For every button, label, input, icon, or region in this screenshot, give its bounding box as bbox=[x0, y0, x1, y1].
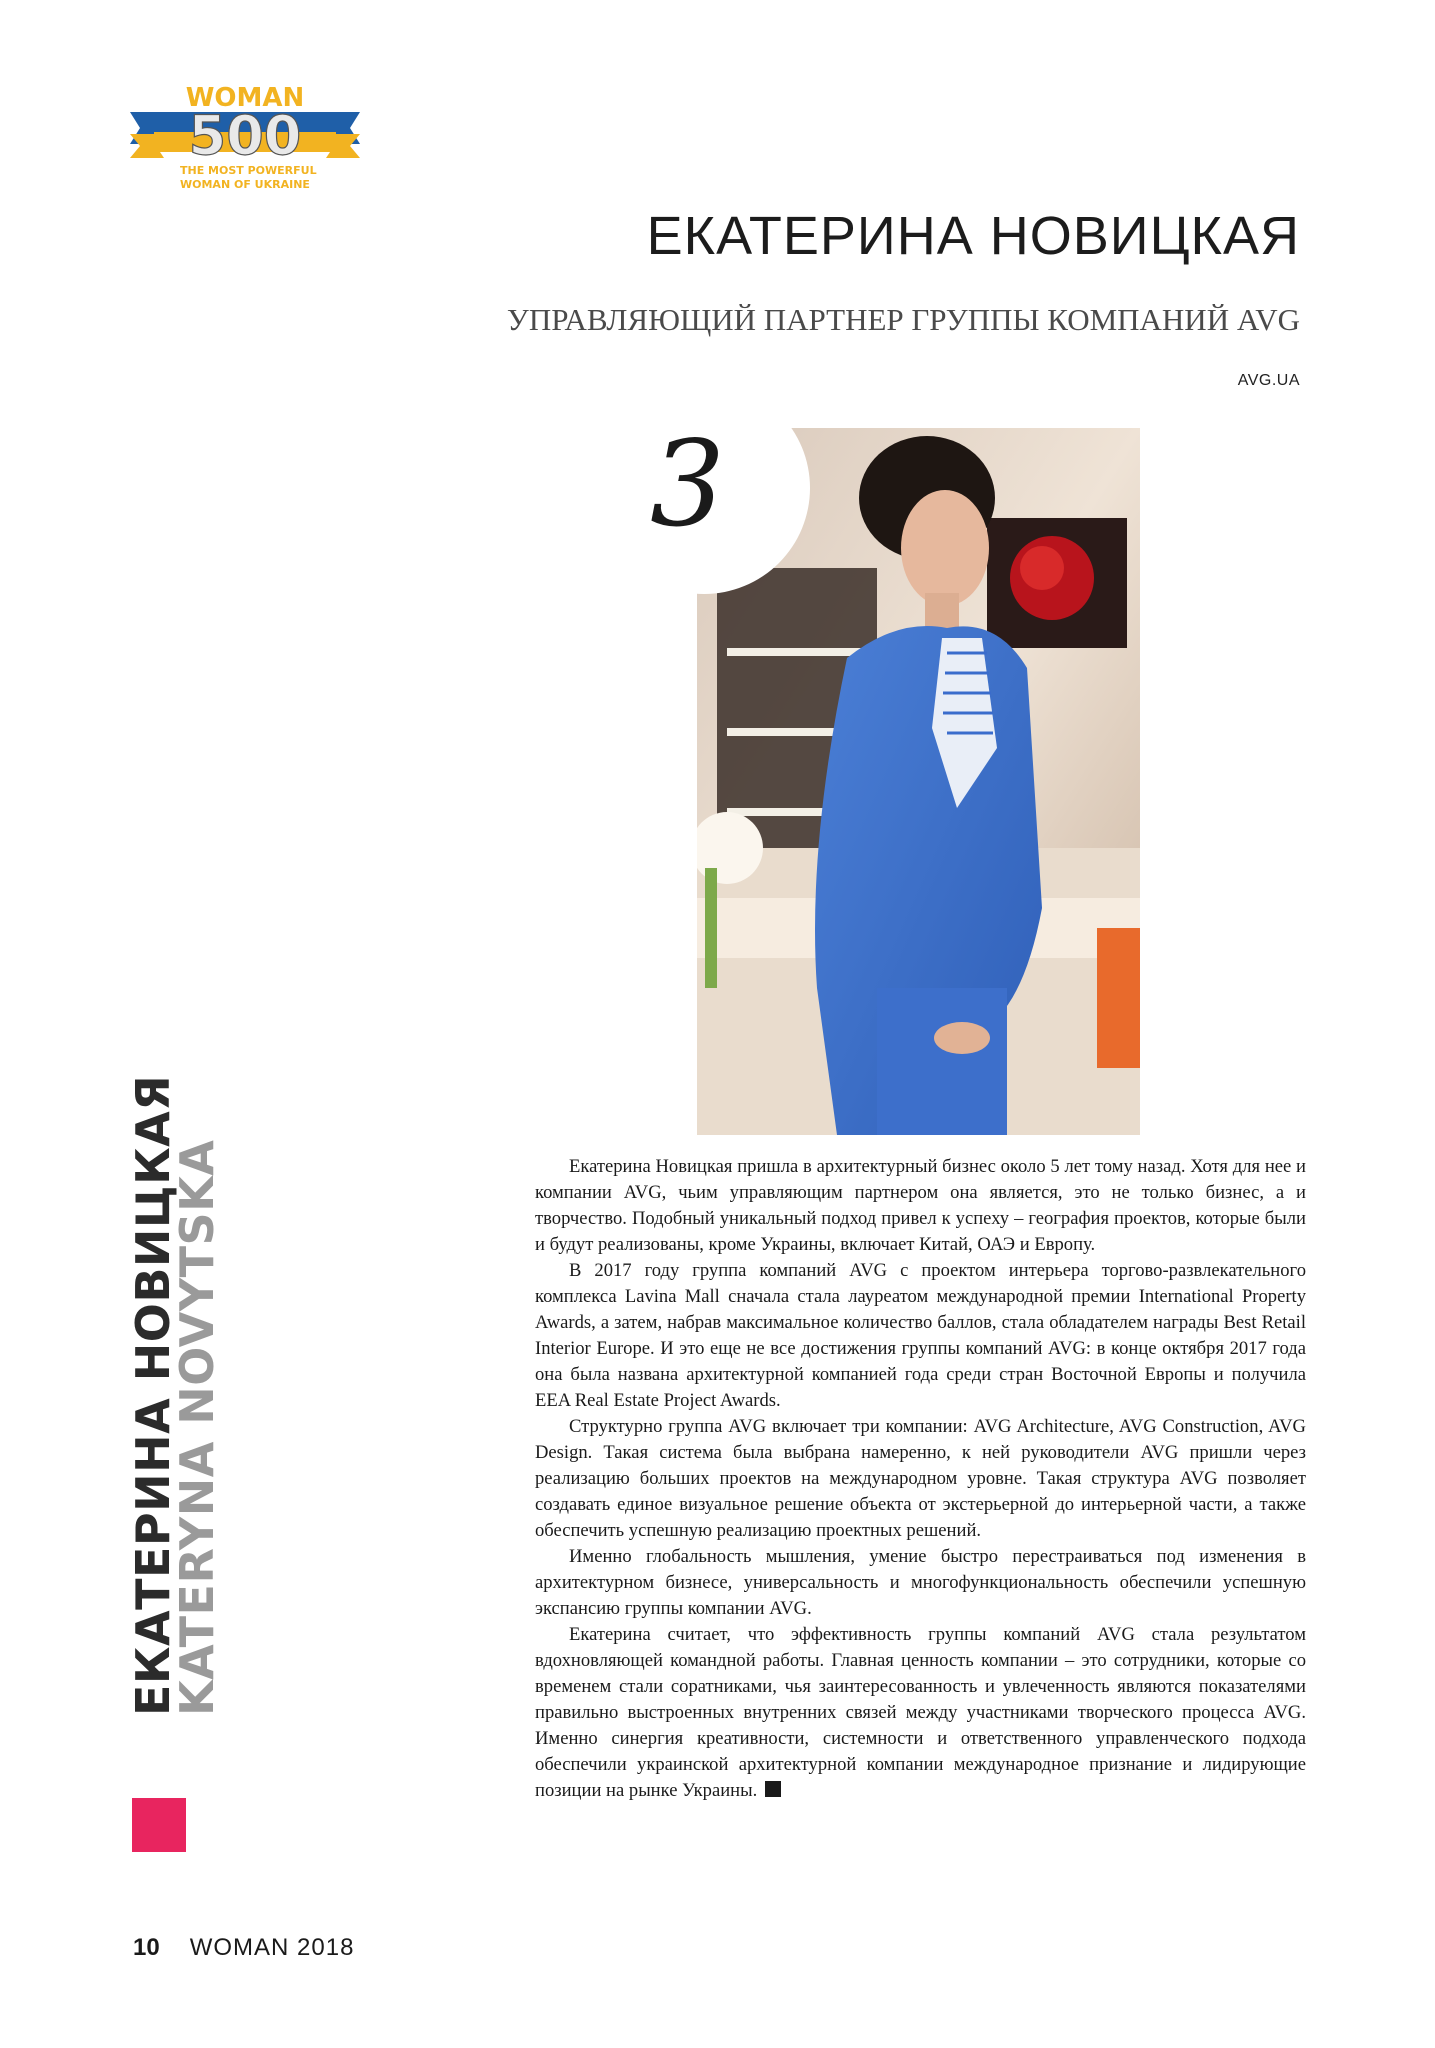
accent-square bbox=[132, 1798, 186, 1852]
logo-tagline-1: THE MOST POWERFUL bbox=[180, 164, 317, 177]
vertical-name-ru: ЕКАТЕРИНА НОВИЦКАЯ bbox=[126, 1074, 180, 1716]
person-name: ЕКАТЕРИНА НОВИЦКАЯ bbox=[646, 206, 1300, 266]
page-number: 10 bbox=[133, 1934, 160, 1961]
logo-word: WOMAN bbox=[185, 84, 305, 113]
magazine-name: WOMAN 2018 bbox=[189, 1934, 355, 1961]
logo-number: 500 bbox=[188, 104, 302, 167]
person-position: УПРАВЛЯЮЩИЙ ПАРТНЕР ГРУППЫ КОМПАНИЙ AVG bbox=[506, 302, 1300, 337]
page-footer bbox=[133, 1934, 354, 1962]
article-paragraph-3: Структурно группа AVG включает три компании: AVG Architecture, AVG Construction, AVG Design. Такая система была выбрана намеренно, к ней руководители AVG пришли через реализацию больших проектов на международном уровне. Такая структура AVG позволяет создавать единое визуальное решение объекта от экстерьерной до интерьерной части, а также обеспечить успешную реализацию проектных решений. bbox=[535, 1416, 1306, 1541]
logo-tagline-2: WOMAN OF UKRAINE bbox=[180, 178, 310, 191]
article-paragraph-5-text: Екатерина считает, что эффективность группы компаний AVG стала результатом вдохновляющей командной работы. Главная ценность компании – это сотрудники, которые со временем стали соратниками, чья заинтересованность и увлеченность являются показателями правильно выстроенных внутренних связей между участниками творческого процесса AVG. Именно синергия креативности, системности и ответственного управленческого подхода обеспечили украинской архитектурной компании международное признание и лидирующие позиции на рынке Украины. bbox=[535, 1624, 1306, 1801]
article-paragraph-5 bbox=[535, 1622, 1306, 1804]
article-paragraph-4: Именно глобальность мышления, умение быстро перестраиваться под изменения в архитектурном бизнесе, универсальность и многофункциональность обеспечили успешную экспансию группы компании AVG. bbox=[535, 1546, 1306, 1619]
woman-500-logo bbox=[130, 84, 360, 194]
website-link[interactable]: AVG.UA bbox=[1237, 372, 1300, 389]
rank-number: 3 bbox=[650, 415, 726, 553]
vertical-name-en: KATERYNA NOVYTSKA bbox=[170, 1139, 224, 1716]
end-mark-icon bbox=[765, 1781, 781, 1797]
article-body bbox=[535, 1154, 1306, 1804]
article-paragraph-1: Екатерина Новицкая пришла в архитектурный бизнес около 5 лет тому назад. Хотя для нее и компании AVG, чьим управляющим партнером она является, это не только бизнес, а и творчество. Подобный уникальный подход привел к успеху – география проектов, которые были и будут реализованы, кроме Украины, включает Китай, ОАЭ и Европу. bbox=[535, 1156, 1306, 1255]
article-paragraph-2: В 2017 году группа компаний AVG с проектом интерьера торгово-развлекательного комплекса Lavina Mall сначала стала лауреатом международной премии International Property Awards, а затем, набрав максимальное количество баллов, стала обладателем награды Best Retail Interior Europe. И это еще не все достижения группы компаний AVG: в конце октября 2017 года она была названа архитектурной компанией года среди стран Восточной Европы и получила EEA Real Estate Project Awards. bbox=[535, 1260, 1306, 1411]
